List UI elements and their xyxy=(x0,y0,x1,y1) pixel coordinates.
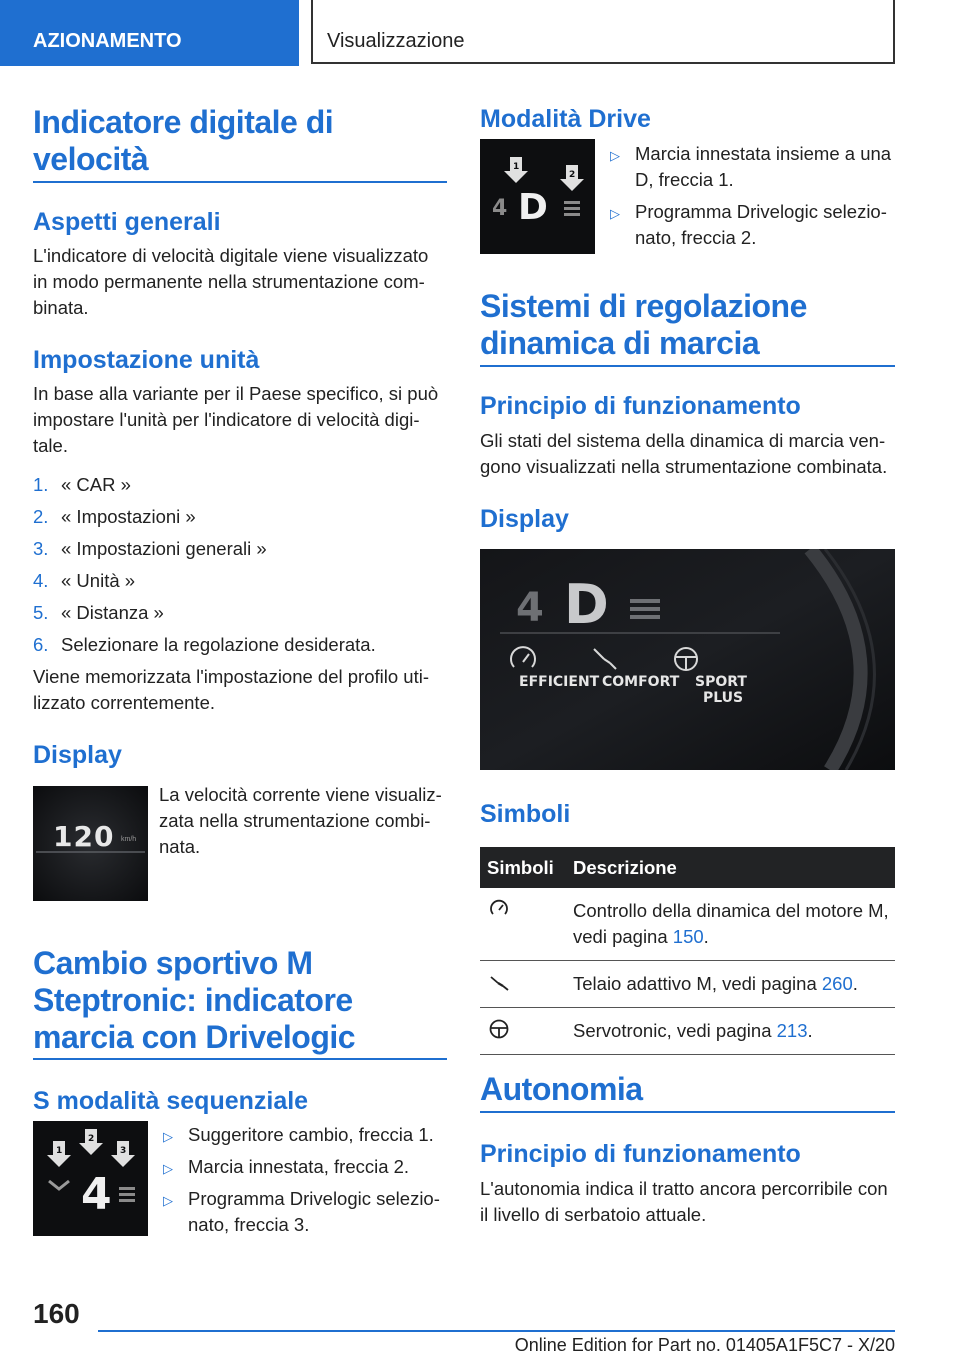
cluster-gear-letter: D xyxy=(564,573,609,636)
unit-text: In base alla variante per il Paese specifico, si può impostare l'unità per l'indicatore di velocità digi-tale. xyxy=(33,383,439,456)
row-description: Telaio adattivo M, vedi pagina xyxy=(573,973,822,994)
footer-edition: Online Edition for Part no. 01405A1F5C7 - X/20 xyxy=(514,1335,895,1355)
step-text: « Distanza » xyxy=(61,602,164,623)
range-title: Autonomia xyxy=(480,1071,643,1107)
step-text: « Impostazioni generali » xyxy=(61,538,267,559)
table-header: Descrizione xyxy=(570,847,895,888)
table-cell-text xyxy=(570,888,895,961)
step-number: 2. xyxy=(33,506,49,527)
principle-heading: Principio di funzionamento xyxy=(480,392,801,420)
page-link[interactable]: 213 xyxy=(776,1020,808,1041)
symbols-table xyxy=(480,847,895,1055)
mode-comfort-label: COMFORT xyxy=(602,674,680,690)
page-number: 160 xyxy=(33,1298,80,1329)
table-header: Simboli xyxy=(480,847,570,888)
step-text: Selezionare la regolazione desiderata. xyxy=(61,634,376,655)
step-number: 1. xyxy=(33,474,49,495)
seq-item: Suggeritore cambio, freccia 1. xyxy=(188,1124,434,1145)
triangle-bullet-icon: ▷ xyxy=(163,1129,173,1144)
driving-modes-cluster-image xyxy=(480,549,895,770)
step-text: « Impostazioni » xyxy=(61,506,196,527)
seq-item: Programma Drivelogic selezio-nato, freccia 3. xyxy=(188,1188,440,1235)
period: . xyxy=(703,926,709,947)
drive-gear-graphic xyxy=(480,139,595,254)
range-text: L'autonomia indica il tratto ancora percorribile con il livello di serbatoio attuale. xyxy=(480,1178,888,1225)
triangle-bullet-icon: ▷ xyxy=(610,148,620,163)
unit-heading: Impostazione unità xyxy=(33,346,260,374)
table-header-row xyxy=(480,847,895,888)
drive-heading: Modalità Drive xyxy=(480,105,651,133)
gear-letter: D xyxy=(518,187,548,228)
range-rule xyxy=(480,1111,895,1113)
gear-rule xyxy=(33,1058,447,1060)
step-number: 3. xyxy=(33,538,49,559)
arrow-label: 1 xyxy=(56,1146,63,1156)
step-number: 4. xyxy=(33,570,49,591)
display-text: La velocità corrente viene visualiz-zata nella strumentazione combi-nata. xyxy=(159,784,442,857)
period: . xyxy=(852,973,858,994)
symbols-heading: Simboli xyxy=(480,800,571,828)
seq-item: Marcia innestata, freccia 2. xyxy=(188,1156,410,1177)
dyn-display-heading: Display xyxy=(480,505,569,533)
table-row xyxy=(480,888,895,961)
speed-value: 120 xyxy=(53,820,115,853)
step-text: « CAR » xyxy=(61,474,131,495)
drive-item: Programma Drivelogic selezio-nato, freccia 2. xyxy=(635,201,887,248)
page-link[interactable]: 150 xyxy=(672,926,704,947)
seq-heading: S modalità sequenziale xyxy=(33,1087,309,1115)
table-row xyxy=(480,961,895,1008)
principle-text: Gli stati del sistema della dinamica di marcia ven-gono visualizzati nella strumentazione combinata. xyxy=(480,430,888,477)
suspension-icon xyxy=(488,971,510,993)
memo-text: Viene memorizzata l'impostazione del profilo uti-lizzato correntemente. xyxy=(33,666,429,713)
triangle-bullet-icon: ▷ xyxy=(610,206,620,221)
cluster-gear-number: 4 xyxy=(516,585,544,631)
arrow-label: 1 xyxy=(513,162,520,172)
table-cell-text xyxy=(570,961,895,1008)
mode-efficient-label: EFFICIENT xyxy=(519,674,600,690)
arrow-label: 2 xyxy=(88,1134,95,1144)
arrow-label: 2 xyxy=(569,170,576,180)
gear-title: Cambio sportivo M Steptronic: indicatore marcia con Drivelogic xyxy=(33,945,356,1055)
gear-number: 4 xyxy=(492,196,508,221)
row-description: Servotronic, vedi pagina xyxy=(573,1020,777,1041)
table-row xyxy=(480,1008,895,1055)
dyn-rule xyxy=(480,365,895,367)
mode-sport-plus-label: SPORT PLUS xyxy=(695,674,747,706)
table-cell-icon xyxy=(480,888,570,961)
gear-number: 4 xyxy=(81,1169,112,1220)
dyn-title: Sistemi di regolazione dinamica di marcia xyxy=(480,288,807,361)
sequential-mode-image xyxy=(33,1121,148,1236)
range-principle-heading: Principio di funzionamento xyxy=(480,1140,801,1168)
table-cell-icon xyxy=(480,961,570,1008)
title-rule xyxy=(33,181,447,183)
page-link[interactable]: 260 xyxy=(821,973,853,994)
triangle-bullet-icon: ▷ xyxy=(163,1161,173,1176)
display-heading: Display xyxy=(33,741,122,769)
step-text: « Unità » xyxy=(61,570,136,591)
footer-rule xyxy=(98,1330,895,1332)
steering-wheel-icon xyxy=(488,1018,510,1040)
section-tab: AZIONAMENTO xyxy=(0,0,299,66)
arrow-label: 3 xyxy=(120,1146,127,1156)
sequential-gear-graphic xyxy=(33,1121,148,1236)
speed-display-image xyxy=(33,786,148,901)
subsection-tab: Visualizzazione xyxy=(311,0,895,64)
row-description: Controllo della dinamica del motore M, vedi pagina xyxy=(573,900,889,947)
drive-item: Marcia innestata insieme a una D, freccia 1. xyxy=(635,143,892,190)
speed-title: Indicatore digitale di velocità xyxy=(33,104,334,177)
table-cell-text xyxy=(570,1008,895,1055)
step-number: 6. xyxy=(33,634,49,655)
drive-mode-image xyxy=(480,139,595,254)
table-cell-icon xyxy=(480,1008,570,1055)
step-number: 5. xyxy=(33,602,49,623)
triangle-bullet-icon: ▷ xyxy=(163,1193,173,1208)
engine-dynamics-icon xyxy=(488,898,510,920)
period: . xyxy=(807,1020,813,1041)
general-text: L'indicatore di velocità digitale viene visualizzato in modo permanente nella strumentazione com-binata. xyxy=(33,245,429,318)
speed-unit: km/h xyxy=(121,836,137,843)
general-heading: Aspetti generali xyxy=(33,208,221,236)
